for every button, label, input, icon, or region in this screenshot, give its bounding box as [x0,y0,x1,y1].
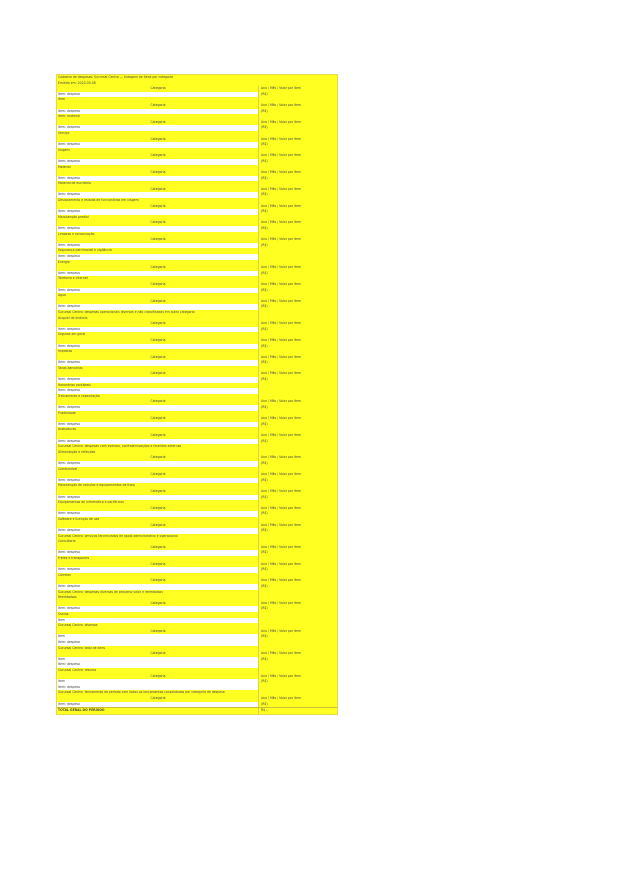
expense-sheet [56,74,338,715]
cell-label: Item [57,97,259,103]
cell-label: Publicidade [57,411,259,417]
cell-value: Ano / Mês / Valor por item [259,433,337,439]
cell-value: Ano / Mês / Valor por item [259,696,337,702]
cell-label: Categoria [57,170,259,176]
cell-label: Item [57,618,259,624]
total-value: R$ -- [261,708,269,713]
cell-value: (R$) [259,226,337,232]
cell-value: Ano / Mês / Valor por item [259,299,337,305]
cell-label: Categoria [57,545,259,551]
cell-value: (R$) [259,125,337,131]
cell-value: (R$) [259,344,337,350]
cell-value: Ano / Mês / Valor por item [259,545,337,551]
cell-value: Ano / Mês / Valor por item [259,237,337,243]
cell-value: Ano / Mês / Valor por item [259,120,337,126]
cell-label: Consultoria [57,539,259,545]
cell-label: Categoria [57,103,259,109]
cell-label: Categoria [57,455,259,461]
cell-value: Ano / Mês / Valor por item [259,103,337,109]
cell-label: Item: despesa [57,702,259,708]
cell-label: Item [57,679,259,685]
cell-label: Item: despesa [57,176,259,182]
cell-value: Ano / Mês / Valor por item [259,355,337,361]
sheet-title: Cadastro de despesas: Sucursal Centro — Listagem de itens por categoria [58,75,174,79]
cell-label: Item: despesa [57,405,259,411]
cell-label: Item: despesa [57,685,259,691]
cell-value: Ano / Mês / Valor por item [259,265,337,271]
cell-value: (R$) [259,478,337,484]
cell-value: Ano / Mês / Valor por item [259,651,337,657]
cell-label: Categoria [57,137,259,143]
cell-label: Categoria [57,355,259,361]
cell-value: (R$) [259,304,337,310]
cell-label: Categoria [57,696,259,702]
cell-label: Equipamentos de informática e periféricos [57,500,259,506]
cell-label: Item: despesa [57,243,259,249]
cell-label: Item: despesa [57,422,259,428]
cell-label: Item: despesa [57,209,259,215]
cell-value: (R$) [259,92,337,98]
cell-label: Item: despesa [57,271,259,277]
cell-label: Correios [57,573,259,579]
cell-label: Categoria [57,120,259,126]
cell-value: Ano / Mês / Valor por item [259,371,337,377]
cell-label: Material de escritório [57,181,259,187]
cell-label: Viagem [57,148,259,154]
cell-label: Categoria [57,237,259,243]
cell-label: Sucursal Centro: diversos [57,623,259,629]
cell-label: Item: despesa [57,109,259,115]
cell-value: Ano / Mês / Valor por item [259,187,337,193]
total-label: TOTAL GERAL DO PERÍODO [57,708,259,714]
sheet-rows [57,86,337,707]
cell-label: Seguros em geral [57,332,259,338]
cell-label: Software e licenças de uso [57,517,259,523]
cell-label: Sucursal Centro: serviços terceirizados de apoio administrativo e operacional [57,534,259,540]
cell-label: Categoria [57,523,259,529]
cell-value: Ano / Mês / Valor por item [259,601,337,607]
cell-label: Categoria [57,472,259,478]
cell-value: (R$) [259,634,337,640]
cell-label: Item: despesa [57,142,259,148]
cell-label: Item: despesa [57,461,259,467]
cell-label: Item: despesa [57,388,259,394]
cell-label: Reembolsos [57,595,259,601]
cell-value: Ano / Mês / Valor por item [259,506,337,512]
cell-value: (R$) [259,159,337,165]
cell-label: Categoria [57,265,259,271]
cell-value: (R$) [259,377,337,383]
cell-label: Item: despesa [57,606,259,612]
cell-label: Item: despesa [57,495,259,501]
cell-value: (R$) [259,271,337,277]
cell-label: Alimentação e refeições [57,450,259,456]
cell-label: Categoria [57,153,259,159]
cell-value: (R$) [259,439,337,445]
cell-label: Item: despesa [57,567,259,573]
cell-value: Ano / Mês / Valor por item [259,523,337,529]
cell-label: Item: despesa [57,327,259,333]
cell-label: Categoria [57,578,259,584]
cell-value: Ano / Mês / Valor por item [259,489,337,495]
cell-value: (R$) [259,461,337,467]
cell-label: Categoria [57,629,259,635]
cell-value: (R$) [259,584,337,590]
cell-label: Honorários contábeis [57,383,259,389]
cell-label: Categoria [57,86,259,92]
cell-value: Ano / Mês / Valor por item [259,338,337,344]
cell-label: Sucursal Centro: despesas com eventos, confraternizações e reuniões externas [57,444,259,450]
cell-label: Item: despesa [57,304,259,310]
cell-label: Item: despesa [57,528,259,534]
cell-label: Item: despesa [57,226,259,232]
cell-label: Sucursal Centro: total de itens [57,646,259,652]
cell-label: Sucursal Centro: resumo [57,668,259,674]
cell-value: (R$) [259,657,337,663]
cell-value: (R$) [259,422,337,428]
cell-label: Item: despesa [57,254,259,260]
cell-label: Item: despesa [57,377,259,383]
cell-label: Categoria [57,204,259,210]
cell-label: Categoria [57,299,259,305]
cell-value: Ano / Mês / Valor por item [259,137,337,143]
cell-value: (R$) [259,327,337,333]
cell-label: Deslocamento e estadia de funcionários em viagem [57,198,259,204]
cell-label: Serviço [57,131,259,137]
cell-label: Item: despesa [57,192,259,198]
cell-label: Impostos [57,349,259,355]
cell-label: Telefonia e internet [57,276,259,282]
cell-label: Item: despesa [57,159,259,165]
cell-label: Combustível [57,467,259,473]
cell-label: Categoria [57,187,259,193]
cell-value: Ano / Mês / Valor por item [259,562,337,568]
cell-label: Categoria [57,651,259,657]
cell-value: (R$) [259,360,337,366]
cell-label: Item: despesa [57,584,259,590]
cell-label: Outros [57,612,259,618]
cell-label: Categoria [57,674,259,680]
cell-value: (R$) [259,243,337,249]
cell-label: Categoria [57,321,259,327]
cell-label: Item: despesa [57,92,259,98]
cell-label: Água [57,293,259,299]
cell-label: Item: despesa [57,288,259,294]
cell-value: (R$) [259,606,337,612]
cell-label: Item: despesa [57,125,259,131]
cell-value: (R$) [259,511,337,517]
cell-label: Item [57,634,259,640]
cell-value: (R$) [259,702,337,708]
cell-value: Ano / Mês / Valor por item [259,674,337,680]
cell-value: Ano / Mês / Valor por item [259,170,337,176]
cell-label: Categoria [57,489,259,495]
cell-label: Manutenção predial [57,215,259,221]
cell-label: Categoria [57,338,259,344]
cell-value: Ano / Mês / Valor por item [259,321,337,327]
cell-label: Item: despesa [57,360,259,366]
cell-label: Categoria [57,416,259,422]
cell-value: (R$) [259,192,337,198]
cell-label: Item: despesa [57,550,259,556]
cell-value: Ano / Mês / Valor por item [259,204,337,210]
cell-label: Taxas bancárias [57,366,259,372]
cell-value: Ano / Mês / Valor por item [259,578,337,584]
cell-label: Aluguel de imóveis [57,316,259,322]
cell-value: Ano / Mês / Valor por item [259,629,337,635]
cell-label: Segurança patrimonial e vigilância [57,248,259,254]
cell-label: Categoria [57,601,259,607]
cell-value: Ano / Mês / Valor por item [259,455,337,461]
cell-label: Energia [57,260,259,266]
cell-value: Ano / Mês / Valor por item [259,282,337,288]
cell-value: Ano / Mês / Valor por item [259,472,337,478]
cell-label: Categoria [57,282,259,288]
cell-value: (R$) [259,528,337,534]
cell-label: Limpeza e conservação [57,232,259,238]
cell-label: Sucursal Centro: despesas diversas de pequeno valor e reembolsos [57,590,259,596]
cell-value: (R$) [259,142,337,148]
cell-value: Ano / Mês / Valor por item [259,153,337,159]
cell-value: (R$) [259,567,337,573]
cell-label: Categoria [57,562,259,568]
cell-label: Categoria [57,220,259,226]
cell-label: Item [57,657,259,663]
cell-value: Ano / Mês / Valor por item [259,220,337,226]
cell-label: Fretes e transportes [57,556,259,562]
cell-label: Treinamento e capacitação [57,394,259,400]
cell-label: Assinaturas [57,427,259,433]
cell-value: (R$) [259,209,337,215]
cell-value: (R$) [259,405,337,411]
cell-label: Categoria [57,433,259,439]
cell-value: (R$) [259,495,337,501]
cell-label: Categoria [57,399,259,405]
cell-label: Item: material [57,114,259,120]
cell-value: (R$) [259,679,337,685]
total-row [57,707,337,714]
cell-value: Ano / Mês / Valor por item [259,416,337,422]
cell-label: Sucursal Centro: fechamento do período com todos os lançamentos consolidados por categoria de despesa [57,690,259,696]
cell-value: Ano / Mês / Valor por item [259,86,337,92]
cell-value: Ano / Mês / Valor por item [259,399,337,405]
cell-label: Item: despesa [57,478,259,484]
cell-value: (R$) [259,550,337,556]
cell-label: Item: despesa [57,344,259,350]
cell-value: (R$) [259,176,337,182]
cell-label: Material [57,165,259,171]
cell-label: Item: despesa [57,640,259,646]
cell-label: Item: despesa [57,511,259,517]
cell-label: Categoria [57,371,259,377]
cell-value: (R$) [259,288,337,294]
cell-value: (R$) [259,109,337,115]
cell-label: Item: despesa [57,439,259,445]
cell-label: Categoria [57,506,259,512]
item-row [57,702,337,708]
sheet-subtitle: Emitido em: 2023-09-08 [58,80,96,85]
cell-label: Sucursal Centro: despesas operacionais diversas e não classificadas em outra categoria [57,310,259,316]
cell-label: Manutenção de veículos e equipamentos da frota [57,483,259,489]
cell-label: Item: despesa [57,662,259,668]
